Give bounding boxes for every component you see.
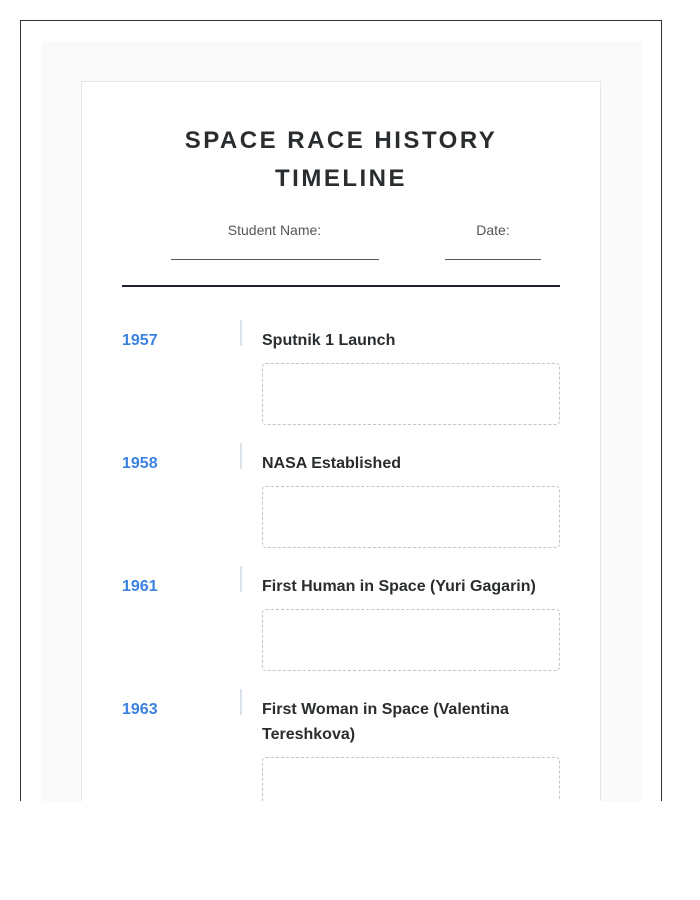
entry-year: 1963 <box>122 701 158 718</box>
timeline-marker <box>240 443 242 469</box>
entry-year: 1957 <box>122 332 158 349</box>
page-title-text: SPACE RACE HISTORY TIMELINE <box>184 127 498 192</box>
header-divider <box>122 285 560 287</box>
answer-box[interactable] <box>262 486 560 548</box>
date-label: Date: <box>476 222 510 238</box>
entry-title: First Woman in Space (Valentina Tereshkova) <box>262 701 509 743</box>
timeline-marker <box>240 689 242 715</box>
page-background <box>41 41 641 801</box>
worksheet-card <box>81 81 601 801</box>
answer-box[interactable] <box>262 609 560 671</box>
student-name-label: Student Name: <box>227 222 322 238</box>
entry-year: 1958 <box>122 455 158 472</box>
entry-title: First Human in Space (Yuri Gagarin) <box>262 578 536 595</box>
entry-title: Sputnik 1 Launch <box>262 332 396 349</box>
answer-box[interactable] <box>262 757 560 801</box>
entry-year: 1961 <box>122 578 158 595</box>
page-title <box>82 122 600 198</box>
timeline-marker <box>240 320 242 346</box>
worksheet-frame <box>20 20 662 801</box>
timeline-marker <box>240 566 242 592</box>
date-field[interactable] <box>445 259 541 260</box>
entry-title: NASA Established <box>262 455 401 472</box>
answer-box[interactable] <box>262 363 560 425</box>
student-name-field[interactable] <box>171 259 379 260</box>
